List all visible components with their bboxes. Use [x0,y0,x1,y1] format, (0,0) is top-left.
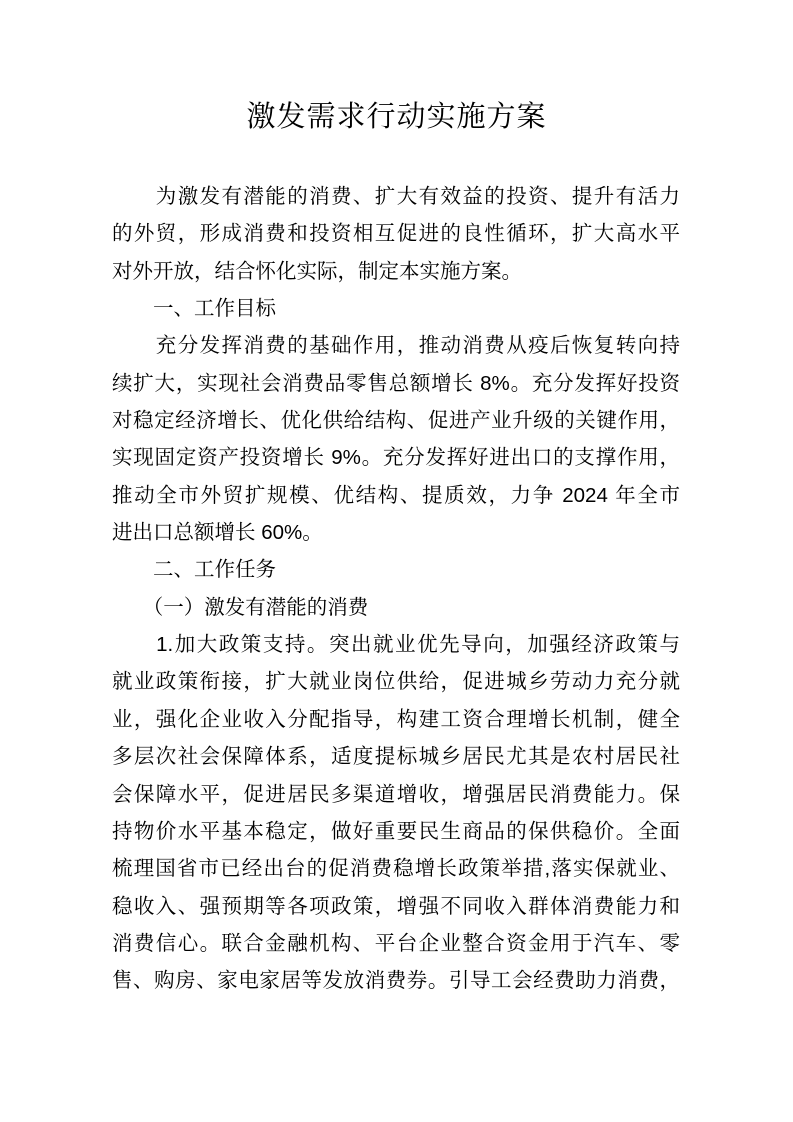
document-body [112,178,680,1000]
text-line: 消费信心。联合金融机构、平台企业整合资金用于汽车、零 [112,931,680,955]
text-line: 推动全市外贸扩规模、优结构、提质效，力争 2024 年全市 [112,483,680,507]
text-line: 业，强化企业收入分配指导，构建工资合理增长机制，健全 [112,707,680,731]
heading-line: 一、工作目标 [112,297,276,321]
heading-line: （一）激发有潜能的消费 [112,595,369,619]
text-line: 的外贸，形成消费和投资相互促进的良性循环，扩大高水平 [112,222,680,246]
text-line: 持物价水平基本稳定，做好重要民生商品的保供稳价。全面 [112,819,680,843]
text-line: 多层次社会保障体系，适度提标城乡居民尤其是农村居民社 [112,745,680,769]
text-line: 会保障水平，促进居民多渠道增收，增强居民消费能力。保 [112,782,680,806]
text-line: 进出口总额增长 60%。 [112,521,323,545]
text-line: 对稳定经济增长、优化供给结构、促进产业升级的关键作用， [112,409,680,433]
text-line: 为激发有潜能的消费、扩大有效益的投资、提升有活力 [112,185,680,208]
text-line: 1.加大政策支持。突出就业优先导向，加强经济政策与 [112,633,680,657]
text-line: 实现固定资产投资增长 9%。充分发挥好进出口的支撑作用， [112,446,680,470]
text-line: 充分发挥消费的基础作用，推动消费从疫后恢复转向持 [112,334,680,358]
text-line: 梳理国省市已经出台的促消费稳增长政策举措,落实保就业、 [112,857,680,881]
text-line: 售、购房、家电家居等发放消费券。引导工会经费助力消费， [112,969,680,993]
document-title: 激发需求行动实施方案 [246,101,547,133]
text-line: 续扩大，实现社会消费品零售总额增长 8%。充分发挥好投资 [112,371,680,395]
text-line: 就业政策衔接，扩大就业岗位供给，促进城乡劳动力充分就 [112,670,680,694]
text-line: 稳收入、强预期等各项政策，增强不同收入群体消费能力和 [112,894,680,918]
text-line: 对外开放，结合怀化实际，制定本实施方案。 [112,259,522,283]
heading-line: 二、工作任务 [112,558,276,582]
